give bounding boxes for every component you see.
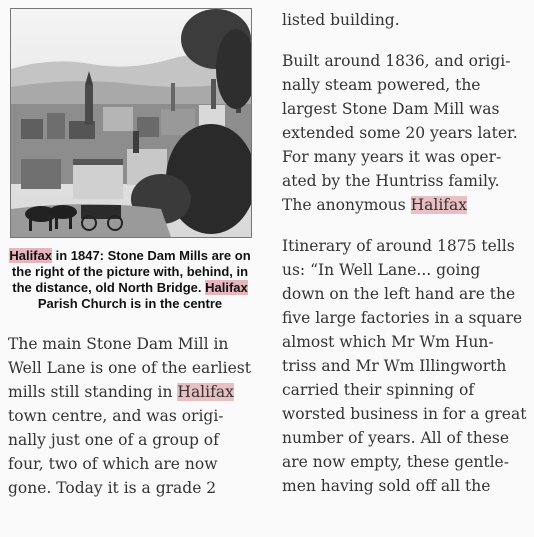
text-line: ated by the Huntriss family. xyxy=(282,172,500,190)
text-line xyxy=(8,380,252,404)
text-line: extended some 20 years later. xyxy=(282,124,518,142)
caption-text-1: in 1847: Stone Dam Mills are on the right of the picture with, behind, in the distance, old North Bridge. xyxy=(11,248,251,295)
text-line xyxy=(282,193,532,217)
historical-engraving-image xyxy=(10,8,252,238)
text-line: gone. Today it is a grade 2 xyxy=(8,479,217,497)
text-line: town centre, and was origi- xyxy=(8,407,224,425)
text-line: men having sold off all the xyxy=(282,477,491,495)
text-line: nally just one of a group of xyxy=(8,431,219,449)
caption-highlight-halifax: Halifax xyxy=(9,248,52,263)
text-line: down on the left hand are the xyxy=(282,285,516,303)
left-paragraph xyxy=(8,332,252,500)
caption-text-2: Parish Church is in the centre xyxy=(37,296,223,311)
text-line: listed building. xyxy=(282,11,400,29)
right-paragraph-2 xyxy=(282,234,532,498)
text-line: carried their spinning of xyxy=(282,381,475,399)
text-line: nally steam powered, the xyxy=(282,76,481,94)
text-line: The main Stone Dam Mill in xyxy=(8,335,229,353)
text-line: are now empty, these gentle- xyxy=(282,453,509,471)
text-line-part: The anonymous xyxy=(282,196,411,214)
text-line: number of years. All of these xyxy=(282,429,510,447)
text-line: Well Lane is one of the earliest xyxy=(8,359,251,377)
text-line: Built around 1836, and origi- xyxy=(282,52,511,70)
text-line: For many years it was oper- xyxy=(282,148,502,166)
text-line: almost which Mr Wm Hun- xyxy=(282,333,494,351)
left-column xyxy=(8,8,252,500)
text-line: four, two of which are now xyxy=(8,455,218,473)
highlight-halifax: Halifax xyxy=(410,196,468,214)
engraving-illustration xyxy=(11,9,251,237)
continued-text xyxy=(282,8,532,32)
text-line: Itinerary of around 1875 tells xyxy=(282,237,515,255)
right-paragraph-1 xyxy=(282,49,532,217)
text-line: five large factories in a square xyxy=(282,309,523,327)
text-line: worsted business in for a great xyxy=(282,405,527,423)
caption-highlight-halifax-2: Halifax xyxy=(205,280,248,295)
text-line: largest Stone Dam Mill was xyxy=(282,100,500,118)
highlight-halifax: Halifax xyxy=(177,383,234,401)
image-caption xyxy=(8,248,252,312)
text-line: triss and Mr Wm Illingworth xyxy=(282,357,507,375)
text-line-part: mills still standing in xyxy=(8,383,178,401)
right-column xyxy=(282,8,532,498)
text-line: us: “In Well Lane... going xyxy=(282,261,481,279)
